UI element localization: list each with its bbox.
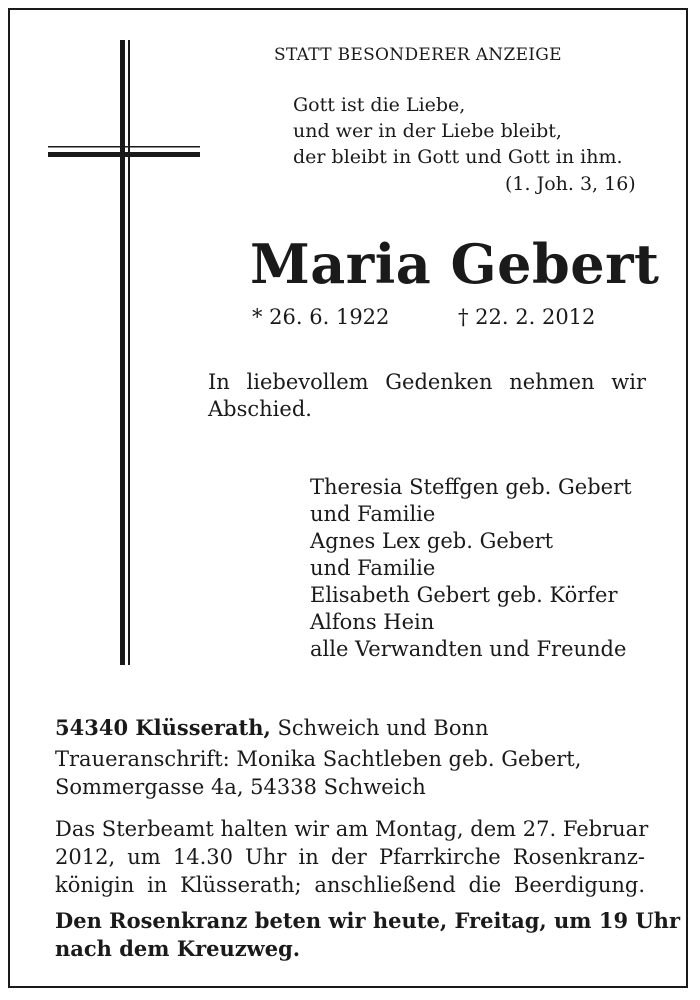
rosary-line: nach dem Kreuzweg. (55, 936, 301, 961)
death-date: † 22. 2. 2012 (458, 305, 596, 329)
verse-line: und wer in der Liebe bleibt, (293, 120, 562, 142)
deceased-name: Maria Gebert (250, 232, 660, 296)
mourner-line: Agnes Lex geb. Gebert (310, 529, 554, 553)
mourners-list (310, 474, 632, 663)
mourning-address (55, 745, 581, 801)
birth-date: * 26. 6. 1922 (252, 305, 390, 329)
verse-reference: (1. Joh. 3, 16) (505, 173, 636, 195)
mourner-line: Elisabeth Gebert geb. Körfer (310, 583, 618, 607)
farewell-line: In liebevollem Gedenken nehmen wir (208, 370, 646, 394)
mourner-line: und Familie (310, 556, 436, 580)
place-bold: 54340 Klüsserath, (55, 715, 271, 740)
place-rest: Schweich und Bonn (270, 716, 489, 740)
mourner-line: Theresia Steffgen geb. Gebert (310, 475, 632, 499)
farewell-line: Abschied. (208, 397, 312, 421)
service-line: königin in Klüsserath; anschließend die Beerdigung. (55, 873, 645, 897)
address-line: Sommergasse 4a, 54338 Schweich (55, 775, 426, 799)
mourner-line: alle Verwandten und Freunde (310, 637, 627, 661)
place-line (55, 715, 489, 740)
bible-verse (293, 92, 623, 170)
funeral-service-text (55, 815, 649, 899)
mourner-line: Alfons Hein (310, 610, 435, 634)
rosary-text (55, 907, 681, 963)
service-line: 2012, um 14.30 Uhr in der Pfarrkirche Rosenkranz- (55, 845, 645, 869)
mourner-line: und Familie (310, 502, 436, 526)
verse-line: Gott ist die Liebe, (293, 94, 466, 116)
verse-line: der bleibt in Gott und Gott in ihm. (293, 146, 623, 168)
address-line: Traueranschrift: Monika Sachtleben geb. Gebert, (55, 747, 582, 771)
notice-header: STATT BESONDERER ANZEIGE (274, 45, 562, 65)
rosary-line: Den Rosenkranz beten wir heute, Freitag, um 19 Uhr (55, 908, 681, 933)
service-line: Das Sterbeamt halten wir am Montag, dem 27. Februar (55, 817, 649, 841)
farewell-text (208, 369, 646, 423)
